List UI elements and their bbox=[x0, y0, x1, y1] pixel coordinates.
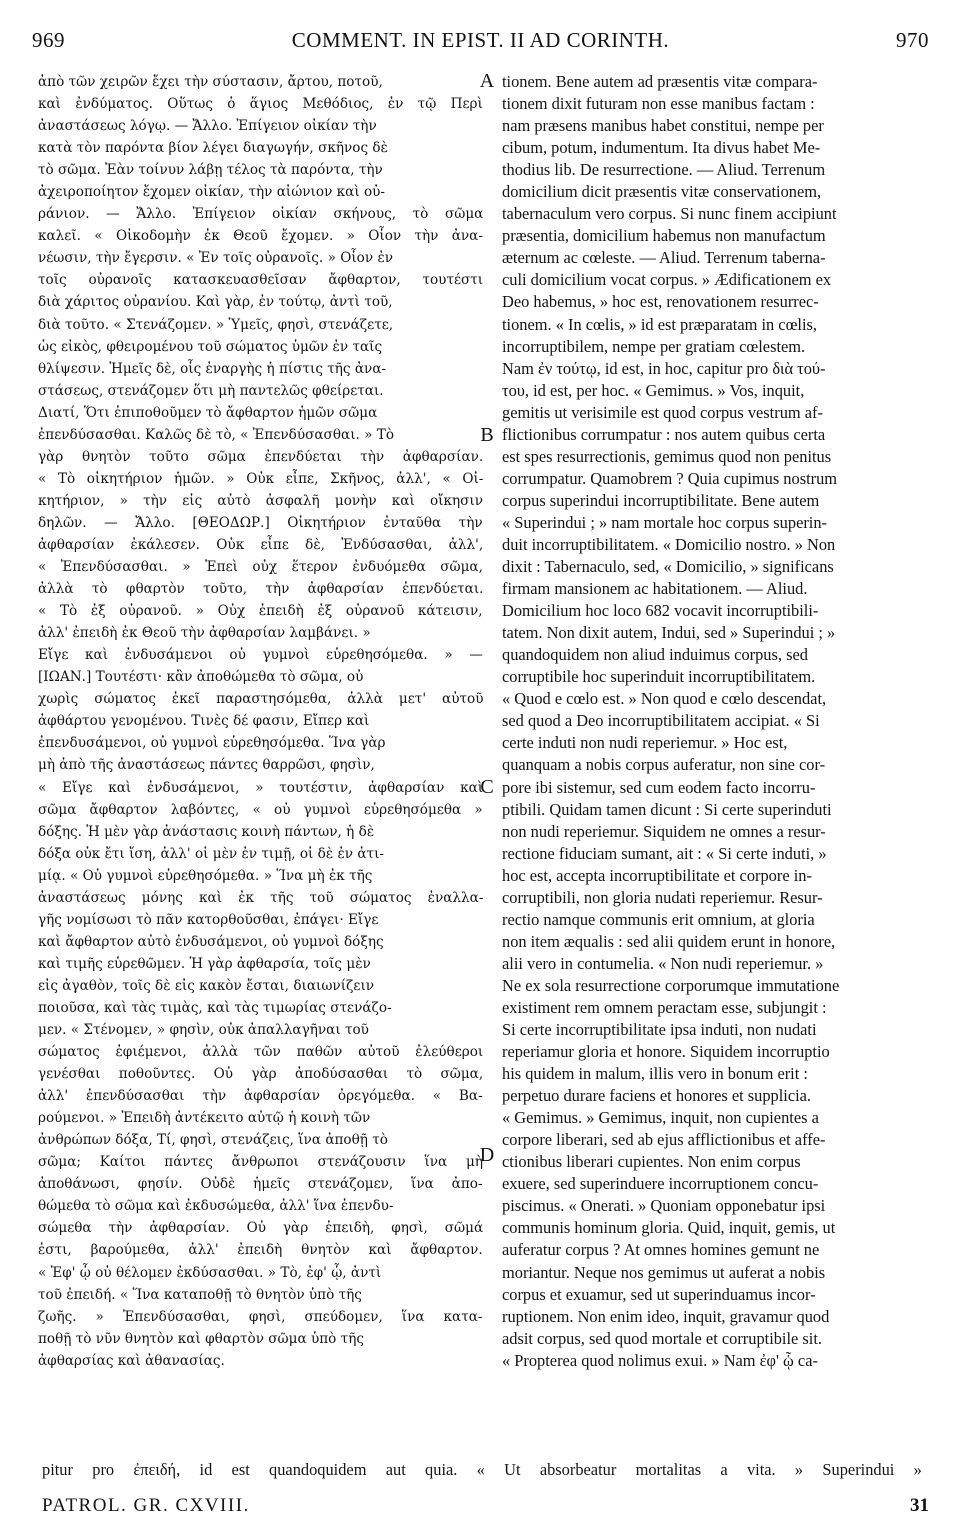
latin-text-line: est spes resurrectionis, gemimus quod non penitus bbox=[502, 446, 832, 466]
greek-text-line: καὶ ἄφθαρτον αὐτὸ ἐνδυσάμενοι, οὐ γυμνοὶ δόξης bbox=[38, 933, 384, 950]
latin-text-line: corpus et exuamur, sed ut superinduamus incor- bbox=[502, 1284, 816, 1304]
greek-text-line: θώμεθα τὸ σῶμα καὶ ἐκδυσώμεθα, ἀλλ' ἵνα ἐπενδυ- bbox=[38, 1198, 394, 1215]
latin-text-line: incorruptibilem, nempe per gratiam cœlestem. bbox=[502, 336, 806, 356]
greek-text-line: νέωσιν, τὴν ἔγερσιν. « Ἐν τοῖς οὐρανοῖς. » Οἷον ἐν bbox=[38, 250, 394, 267]
latin-text-line: non item æqualis : sed alii quidem erunt in honore, bbox=[502, 931, 836, 951]
greek-text-line: ἀπὸ τῶν χειρῶν ἔχει τὴν σύστασιν, ἄρτου, ποτοῦ, bbox=[38, 74, 383, 90]
latin-text-line: corpore liberari, sed ab ejus afflictionibus et affe- bbox=[502, 1130, 826, 1150]
greek-text-line: ἀλλ' ἐπειδὴ ἐκ Θεοῦ τὴν ἀφθαρσίαν λαμβάνει. » bbox=[38, 625, 371, 642]
latin-text-line: hoc est, accepta incorruptibilitate et corpore in- bbox=[502, 865, 812, 885]
greek-text-line: « Ἐπενδύσασθαι. » Ἐπεὶ οὐχ ἕτερον ἐνδυόμεθα σῶμα, bbox=[38, 559, 483, 576]
greek-text-line: « Τὸ ἐξ οὐρανοῦ. » Οὐχ ἐπειδὴ ἐξ οὐρανοῦ κάτεισιν, bbox=[38, 603, 483, 620]
greek-text-line: σῶμα; Καίτοι πάντες ἄνθρωποι στενάζουσιν ἵνα μὴ bbox=[38, 1154, 483, 1171]
latin-text-line: his quidem in malum, illis vero in bonum erit : bbox=[502, 1064, 808, 1084]
greek-text-line: καὶ ἐνδύματος. Οὕτως ὁ ἅγιος Μεθόδιος, ἐν τῷ Περὶ bbox=[38, 96, 483, 113]
latin-text-line: reperiamur gloria et honore. Siquidem incorruptio bbox=[502, 1042, 830, 1062]
footer-volume: PATROL. GR. CXVIII. bbox=[42, 1495, 250, 1516]
greek-text-line: χωρὶς σώματος ἐκεῖ παραστησόμεθα, ἀλλὰ μετ' αὐτοῦ bbox=[38, 691, 483, 708]
greek-text-line: Διατί, Ὅτι ἐπιποθοῦμεν τὸ ἄφθαρτον ἡμῶν σῶμα bbox=[38, 404, 378, 421]
latin-text-line: adsit corpus, sed quod mortale et corruptibile sit. bbox=[502, 1328, 823, 1348]
latin-text-line: corpus superindui incorruptibilitate. Bene autem bbox=[502, 490, 820, 510]
greek-text-line: εἰς ἀγαθὸν, τοῖς δὲ εἰς κακὸν ἔσται, διαιωνίζειν bbox=[38, 977, 375, 994]
latin-text-line: non nudi reperiemur. Siquidem ne omnes a resur- bbox=[502, 821, 826, 841]
greek-text-line: ἐπενδυσάμενοι, οὐ γυμνοὶ εὑρεθησόμεθα. Ἵνα γὰρ bbox=[38, 735, 386, 752]
greek-text-line: ζωῆς. » Ἐπενδύσασθαι, φησὶ, σπεύδομεν, ἵνα κατα- bbox=[38, 1308, 483, 1325]
greek-text-line: καλεῖ. « Οἰκοδομὴν ἐκ Θεοῦ ἔχομεν. » Οἷον τὴν ἀνα- bbox=[38, 228, 483, 245]
latin-text-line: Nam ἐν τούτῳ, id est, in hoc, capitur pro διὰ τού- bbox=[502, 358, 826, 378]
latin-text-line: præsentia, domicilium habemus non manufactum bbox=[502, 226, 826, 246]
greek-text-line: ποθῇ τὸ νῦν θνητὸν καὶ φθαρτὸν σῶμα ὑπὸ τῆς bbox=[38, 1330, 364, 1347]
latin-text-line: perpetuo durare faciens et honores et supplicia. bbox=[502, 1086, 812, 1106]
page-header bbox=[32, 28, 929, 58]
latin-text-line: cibum, potum, indumentum. Ita divus habet Me- bbox=[502, 138, 821, 158]
latin-text-line: ctionibus liberari cupientes. Non enim corpus bbox=[502, 1152, 801, 1172]
latin-text-line: domicilium dicit præsentis vitæ conservationem, bbox=[502, 182, 822, 202]
greek-text-line: διὰ τοῦτο. « Στενάζομεν. » Ὑμεῖς, φησὶ, στενάζετε, bbox=[38, 316, 394, 333]
greek-text-line: γῆς νομίσωσι τὸ πᾶν κατορθοῦσθαι, ἐπάγει· Εἴγε bbox=[38, 911, 379, 928]
latin-text-line: thodius lib. De resurrectione. — Aliud. Terrenum bbox=[502, 160, 826, 180]
latin-text-line: « Gemimus. » Gemimus, inquit, non cupientes a bbox=[502, 1108, 819, 1128]
latin-text-line: flictionibus corrumpatur : nos autem quibus certa bbox=[502, 424, 826, 444]
running-title: COMMENT. IN EPIST. II AD CORINTH. bbox=[291, 28, 670, 52]
latin-text-line: sed quod a Deo incorruptibilitatem accipiat. « Si bbox=[502, 711, 820, 731]
greek-text-line: « Ἐφ' ᾧ οὐ θέλομεν ἐκδύσασθαι. » Τὸ, ἐφ' ᾧ, ἀντὶ bbox=[38, 1264, 382, 1281]
greek-text-line: ἐστι, βαρούμεθα, ἀλλ' ἐπειδὴ θνητὸν καὶ ἄφθαρτον. bbox=[38, 1242, 483, 1259]
greek-text-line: σῶμα ἄφθαρτον λαβόντες, « οὐ γυμνοὶ εὑρεθησόμεθα » bbox=[38, 801, 483, 818]
greek-text-line: σώματος ἐφιέμενοι, ἀλλὰ τῶν παθῶν αὐτοῦ ἐλεύθεροι bbox=[38, 1044, 483, 1061]
greek-text-line: στάσεως, στενάζομεν ὅτι μὴ παντελῶς φθείρεται. bbox=[38, 382, 384, 399]
latin-text-line: auferatur corpus ? At omnes homines gemunt ne bbox=[502, 1240, 820, 1260]
latin-text-line: tatem. Non dixit autem, Indui, sed » Superindui ; » bbox=[502, 623, 836, 643]
greek-text-line: ἀλλὰ τὸ φθαρτὸν τοῦτο, τὴν ἀφθαρσίαν ἐπενδύεται. bbox=[38, 581, 483, 598]
greek-text-line: ρούμενοι. » Ἐπειδὴ ἀντέκειτο αὐτῷ ἡ κοινὴ τῶν bbox=[38, 1110, 371, 1127]
greek-text-line: δηλῶν. — Ἄλλο. [ΘΕΟΔΩΡ.] Οἰκητήριον ἐνταῦθα τὴν bbox=[38, 514, 483, 531]
greek-text-line: τοῖς οὐρανοῖς κατασκευασθεῖσαν ἄφθαρτον, τουτέστι bbox=[38, 272, 483, 289]
greek-text-line: ἀχειροποίητον ἔχομεν οἰκίαν, τὴν αἰώνιον καὶ οὐ- bbox=[38, 184, 386, 201]
latin-text-line: nam præsens manibus habet constitui, nempe per bbox=[502, 116, 824, 136]
greek-text-line: τὸ σῶμα. Ἐὰν τοίνυν λάβῃ τέλος τὰ παρόντα, τὴν bbox=[38, 162, 383, 179]
greek-text-line: ἀναστάσεως μόνης καὶ ἐκ τῆς τοῦ σώματος ἐναλλα- bbox=[38, 889, 483, 906]
section-marker-c: C bbox=[480, 776, 494, 798]
greek-text-line: ἀφθαρσίαν ἐκάλεσεν. Οὐκ εἶπε δὲ, Ἐνδύσασθαι, ἀλλ', bbox=[38, 536, 483, 553]
latin-text-line: existiment rem omnem peractam esse, subjungit : bbox=[502, 997, 827, 1017]
latin-text-line: quanquam a nobis corpus auferatur, non sine cor- bbox=[502, 755, 826, 775]
greek-text-line: διὰ χάριτος οὐρανίου. Καὶ γὰρ, ἐν τούτῳ, ἀντὶ τοῦ, bbox=[38, 294, 393, 311]
latin-text-line: corruptibile hoc superinduit incorruptibilitatem. bbox=[502, 667, 816, 687]
latin-text-line: corruptibili, non gloria nudati reperiemur. Resur- bbox=[502, 887, 823, 907]
page-footer bbox=[42, 1495, 929, 1521]
latin-text-line: quandoquidem non aliud induimus corpus, sed bbox=[502, 645, 808, 665]
latin-text-line: ptibili. Quidam tamen dicunt : Si certe superinduti bbox=[502, 799, 832, 819]
greek-text-line: σώμεθα τὴν ἀφθαρσίαν. Οὐ γὰρ ἐπειδὴ, φησὶ, σῶμά bbox=[38, 1220, 483, 1237]
greek-column bbox=[38, 71, 483, 1372]
latin-text-line: tionem dixit futuram non esse manibus factam : bbox=[502, 94, 815, 114]
latin-text-line: « Propterea quod nolimus exui. » Nam ἐφ' ᾧ ca- bbox=[502, 1350, 818, 1370]
latin-column bbox=[502, 71, 930, 1372]
latin-text-line: Domicilium hoc loco 682 vocavit incorruptibili- bbox=[502, 601, 819, 621]
footer-signature: 31 bbox=[910, 1495, 929, 1516]
greek-text-line: μεν. « Στένομεν, » φησὶν, οὐκ ἀπαλλαγῆναι τοῦ bbox=[38, 1022, 369, 1039]
greek-text-line: ὡς εἰκὸς, φθειρομένου τοῦ σώματος ὑμῶν ἐν ταῖς bbox=[38, 338, 383, 355]
section-marker-b: B bbox=[480, 424, 494, 446]
latin-text-line: communis hominum gloria. Quid, inquit, gemis, ut bbox=[502, 1218, 836, 1238]
latin-text-line: Deo habemus, » hoc est, renovationem resurrec- bbox=[502, 292, 819, 312]
latin-text-line: dixit : Tabernaculo, sed, « Domicilio, » significans bbox=[502, 557, 834, 577]
greek-text-line: ράνιον. — Ἄλλο. Ἐπίγειον οἰκίαν σκήνους, τὸ σῶμα bbox=[38, 206, 483, 223]
greek-text-line: δόξα οὐκ ἔτι ἴση, ἀλλ' οἱ μὲν ἐν τιμῇ, οἱ δὲ ἐν ἀτι- bbox=[38, 845, 384, 862]
greek-text-line: ἀλλ' ἐπενδύσασθαι τὴν ἀφθαρσίαν ὀρεγόμεθα. « Βα- bbox=[38, 1088, 483, 1105]
latin-text-line: tabernaculum vero corpus. Si nunc finem accipiunt bbox=[502, 204, 837, 224]
page-number-right: 970 bbox=[896, 28, 929, 52]
latin-text-line: rectio namque communis erit omnium, at gloria bbox=[502, 909, 815, 929]
greek-text-line: δόξης. Ἡ μὲν γὰρ ἀνάστασις κοινὴ πάντων, ἡ δὲ bbox=[38, 823, 375, 840]
latin-text-line: tionem. Bene autem ad præsentis vitæ compara- bbox=[502, 72, 818, 91]
greek-text-line: μίᾳ. « Οὐ γυμνοὶ εὑρεθησόμεθα. » Ἵνα μὴ ἐκ τῆς bbox=[38, 867, 373, 884]
latin-text-line: culi domicilium vocat corpus. » Ædificationem ex bbox=[502, 270, 832, 290]
greek-text-line: ἐπενδύσασθαι. Καλῶς δὲ τὸ, « Ἐπενδύσασθαι. » Τὸ bbox=[38, 426, 395, 443]
latin-text-line: duit incorruptibilitatem. « Domicilio nostro. » Non bbox=[502, 534, 836, 554]
greek-text-line: κατὰ τὸν παρόντα βίον λέγει διαγωγήν, σκῆνος δὲ bbox=[38, 140, 388, 157]
page-number-left: 969 bbox=[32, 28, 65, 52]
latin-text-line: certe induti non nudi reperiemur. » Hoc est, bbox=[502, 733, 788, 753]
latin-text-line: gemitis ut verisimile est quod corpus vestrum af- bbox=[502, 402, 823, 422]
latin-text-line: æternum ac cœleste. — Aliud. Terrenum taberna- bbox=[502, 248, 826, 268]
greek-text-line: γενέσθαι ποθοῦντες. Οὐ γὰρ ἀποδύσασθαι τὸ σῶμα, bbox=[38, 1066, 483, 1083]
section-marker-a: A bbox=[479, 70, 495, 92]
latin-text-line: exuere, sed superinduere incorruptionem concu- bbox=[502, 1174, 819, 1194]
greek-text-line: ἀφθαρσίας καὶ ἀθανασίας. bbox=[38, 1352, 225, 1369]
greek-text-line: καὶ τιμῆς εὑρεθῶμεν. Ἡ γὰρ ἀφθαρσία, τοῖς μὲν bbox=[38, 955, 371, 972]
latin-text-line: Ne ex sola resurrectione corporumque immutatione bbox=[502, 975, 840, 995]
greek-text-line: « Εἴγε καὶ ἐνδυσάμενοι, » τουτέστιν, ἀφθαρσίαν καὶ bbox=[38, 779, 483, 796]
latin-text-line: ruptionem. Non enim ideo, inquit, gravamur quod bbox=[502, 1306, 830, 1326]
latin-text-line: « Superindui ; » nam mortale hoc corpus superin- bbox=[502, 512, 828, 532]
greek-text-line: « Τὸ οἰκητήριον ἡμῶν. » Οὐκ εἶπε, Σκῆνος, ἀλλ', « Οἰ- bbox=[38, 470, 483, 487]
greek-text-line: [ΙΩΑΝ.] Τουτέστι· κἂν ἀποθώμεθα τὸ σῶμα, οὐ bbox=[38, 669, 364, 686]
greek-text-line: ἀναστάσεως λόγῳ. — Ἄλλο. Ἐπίγειον οἰκίαν τὴν bbox=[38, 118, 377, 135]
full-width-line: pitur pro ἐπειδή, id est quandoquidem aut quia. « Ut absorbeatur mortalitas a vita. » Superindui » bbox=[42, 1460, 922, 1479]
greek-text-line: ἀφθάρτου γενομένου. Τινὲς δέ φασιν, Εἴπερ καὶ bbox=[38, 713, 370, 730]
greek-text-line: μὴ ἀπὸ τῆς ἀναστάσεως πάντες θαρρῶσι, φησὶν, bbox=[38, 757, 375, 774]
latin-text-line: firmam mansionem ac habitationem. — Aliud. bbox=[502, 579, 808, 599]
greek-text-line: Εἴγε καὶ ἐνδυσάμενοι οὐ γυμνοὶ εὑρεθησόμεθα. » — bbox=[38, 647, 483, 664]
latin-text-line: rectione fiduciam sumant, ait : « Si certe induti, » bbox=[502, 843, 827, 863]
greek-text-line: ποιοῦσα, καὶ τὰς τιμὰς, καὶ τὰς τιμωρίας στενάζο- bbox=[38, 999, 392, 1016]
latin-text-line: moriantur. Neque nos gemimus ut auferat a nobis bbox=[502, 1262, 826, 1282]
latin-text-line: corrumpatur. Quamobrem ? Quia cupimus nostrum bbox=[502, 468, 838, 488]
latin-text-line: piscimus. « Onerati. » Quoniam opponebatur ipsi bbox=[502, 1196, 826, 1216]
latin-text-line: Si certe incorruptibilitate ipsa induti, non nudati bbox=[502, 1020, 817, 1040]
section-marker-d: D bbox=[479, 1144, 495, 1166]
greek-text-line: τοῦ ἐπειδή. « Ἵνα καταποθῇ τὸ θνητὸν ὑπὸ τῆς bbox=[38, 1286, 362, 1303]
latin-text-line: « Quod e cœlo est. » Non quod e cœlo descendat, bbox=[502, 689, 827, 709]
greek-text-line: κητήριον, » τὴν εἰς αὐτὸ ἀσφαλῆ μονὴν καὶ οἴκησιν bbox=[38, 492, 483, 509]
greek-text-line: ἀνθρώπων δόξα, Τί, φησὶ, στενάζεις, ἵνα ἀποθῇ τὸ bbox=[38, 1132, 388, 1149]
latin-text-line: tionem. « In cœlis, » id est præparatam in cœlis, bbox=[502, 314, 818, 334]
greek-text-line: γὰρ θνητὸν τοῦτο σῶμα ἐπενδύεται τὴν ἀφθαρσίαν. bbox=[38, 448, 483, 465]
latin-text-line: του, id est, per hoc. « Gemimus. » Vos, inquit, bbox=[502, 380, 805, 400]
latin-text-line: alii vero in contumelia. « Non nudi reperiemur. » bbox=[502, 953, 824, 973]
latin-text-line: pore ibi sistemur, sed cum eodem facto incorru- bbox=[502, 777, 816, 797]
greek-text-line: θλίψεσιν. Ἡμεῖς δὲ, οἷς ἐναργὴς ἡ πίστις τῆς ἀνα- bbox=[38, 360, 387, 377]
greek-text-line: ἀποθάνωσι, φησίν. Οὐδὲ ἡμεῖς στενάζομεν, ἵνα ἀπο- bbox=[38, 1176, 483, 1193]
